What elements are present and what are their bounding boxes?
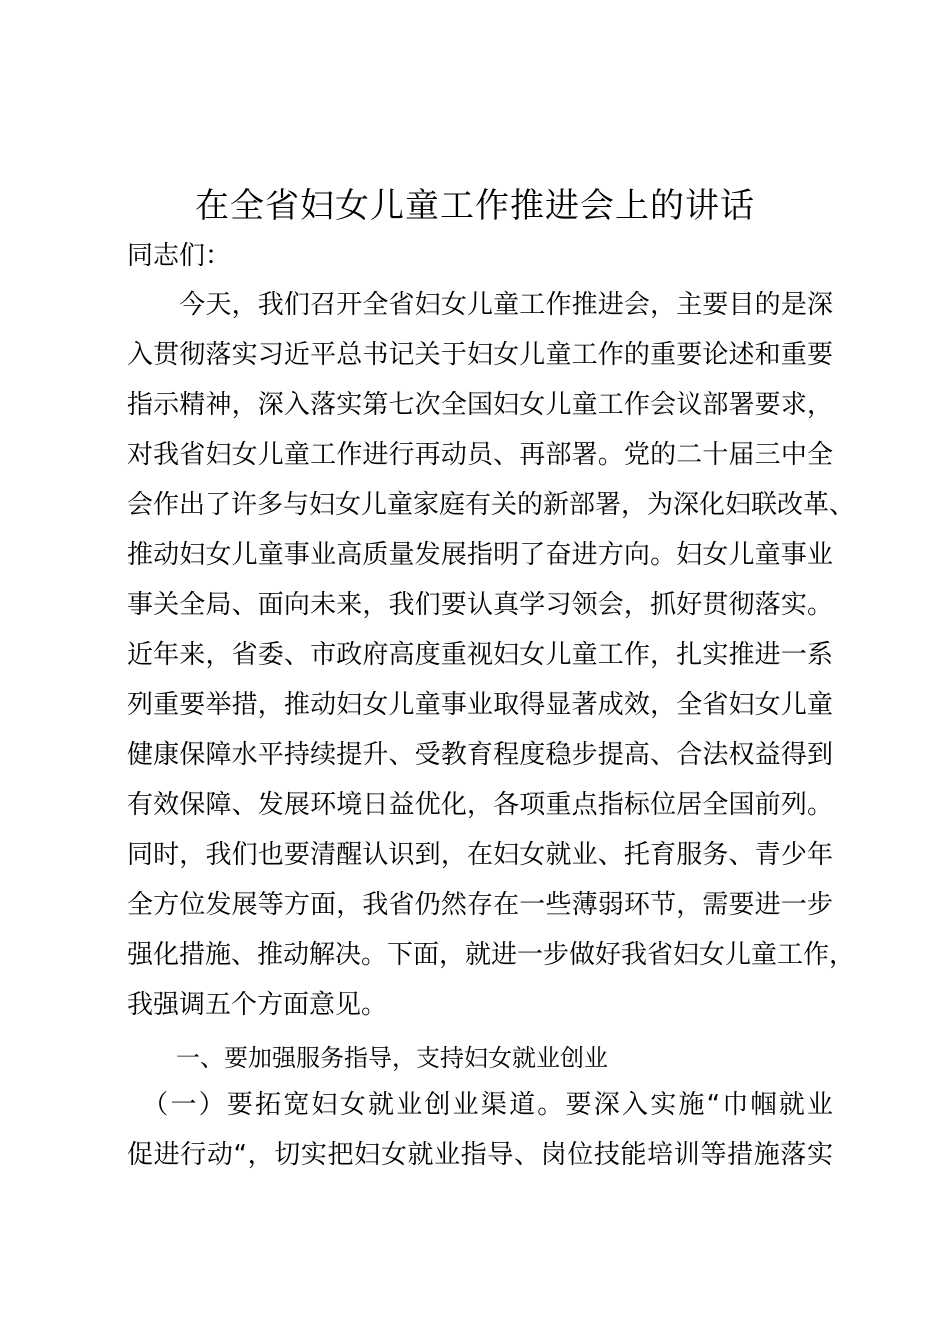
section-heading: 一、要加强服务指导，支持妇女就业创业 xyxy=(176,1044,608,1072)
paragraph-line: 全方位发展等方面，我省仍然存在一些薄弱环节，需要进一步 xyxy=(127,890,833,920)
paragraph-line: 列重要举措，推动妇女儿童事业取得显著成效，全省妇女儿童 xyxy=(127,690,833,720)
paragraph-line: 对我省妇女儿童工作进行再动员、再部署。党的二十届三中全 xyxy=(127,440,833,470)
paragraph-line: 事关全局、面向未来，我们要认真学习领会，抓好贯彻落实。 xyxy=(127,590,833,620)
document-title: 在全省妇女儿童工作推进会上的讲话 xyxy=(195,186,755,226)
paragraph-line: 指示精神，深入落实第七次全国妇女儿童工作会议部署要求， xyxy=(127,390,833,420)
paragraph-line: （一）要拓宽妇女就业创业渠道。要深入实施“巾帼就业 xyxy=(127,1090,833,1120)
paragraph-line: 强化措施、推动解决。下面，就进一步做好我省妇女儿童工作， xyxy=(127,940,856,970)
paragraph-line: 健康保障水平持续提升、受教育程度稳步提高、合法权益得到 xyxy=(127,740,833,770)
paragraph-line: 有效保障、发展环境日益优化，各项重点指标位居全国前列。 xyxy=(127,790,833,820)
paragraph-line: 近年来，省委、市政府高度重视妇女儿童工作，扎实推进一系 xyxy=(127,640,833,670)
paragraph-line: 会作出了许多与妇女儿童家庭有关的新部署，为深化妇联改革、 xyxy=(127,490,856,520)
paragraph-line: 我强调五个方面意见。 xyxy=(127,990,388,1020)
paragraph-line: 推动妇女儿童事业高质量发展指明了奋进方向。妇女儿童事业 xyxy=(127,540,833,570)
paragraph-line: 入贯彻落实习近平总书记关于妇女儿童工作的重要论述和重要 xyxy=(127,340,833,370)
paragraph-line: 促进行动“，切实把妇女就业指导、岗位技能培训等措施落实 xyxy=(127,1140,833,1170)
paragraph-line: 今天，我们召开全省妇女儿童工作推进会，主要目的是深 xyxy=(127,290,833,320)
salutation: 同志们： xyxy=(127,241,232,271)
paragraph-line: 同时，我们也要清醒认识到，在妇女就业、托育服务、青少年 xyxy=(127,840,833,870)
